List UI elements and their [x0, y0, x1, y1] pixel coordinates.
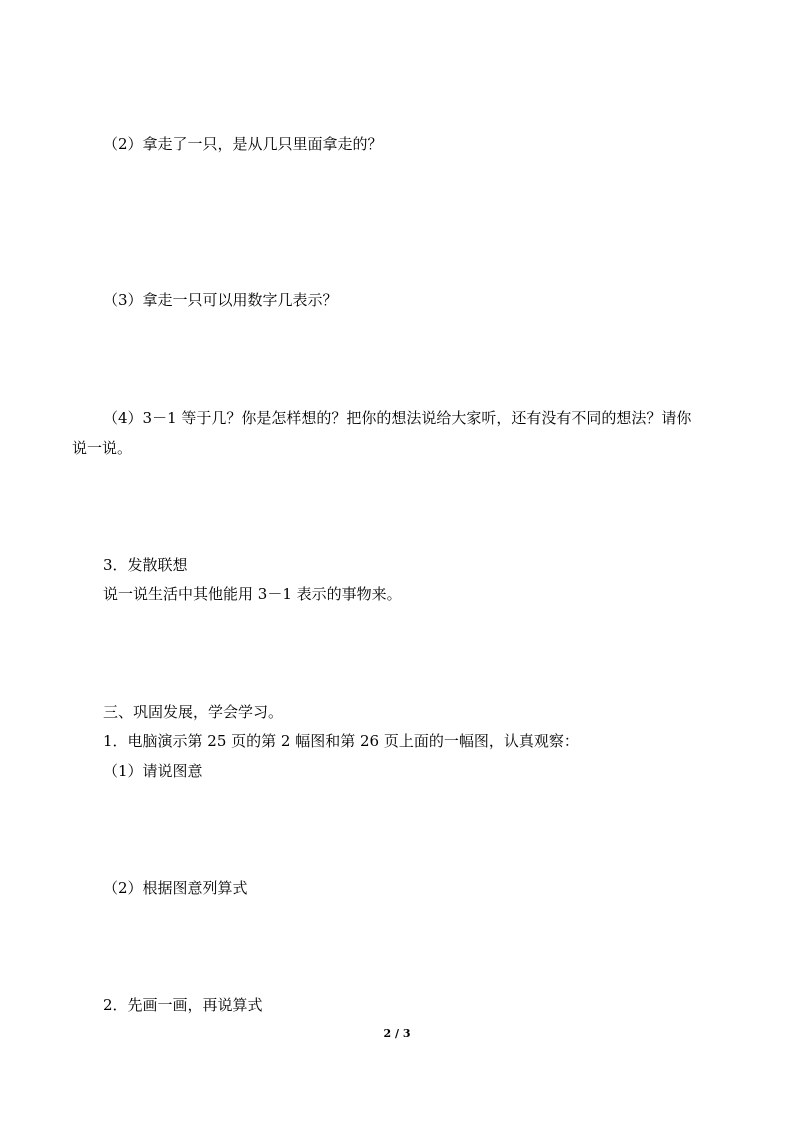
page-number: 2 / 3	[383, 1027, 411, 1040]
question-4-line-1: （4）3－1 等于几？你是怎样想的？把你的想法说给大家听，还有没有不同的想法？请你	[103, 409, 692, 427]
question-4-line-2: 说一说。	[72, 439, 133, 457]
item-1-sub-1: （1）请说图意	[103, 762, 203, 780]
question-2: （2）拿走了一只，是从几只里面拿走的？	[103, 135, 383, 153]
question-3: （3）拿走一只可以用数字几表示？	[103, 291, 338, 309]
item-1-sub-2: （2）根据图意列算式	[103, 879, 248, 897]
section-3-heading: 3．发散联想	[103, 556, 188, 574]
item-2: 2．先画一画，再说算式	[103, 996, 263, 1014]
part-3-heading: 三、巩固发展，学会学习。	[103, 703, 284, 721]
section-3-text: 说一说生活中其他能用 3－1 表示的事物来。	[103, 585, 402, 603]
item-1: 1．电脑演示第 25 页的第 2 幅图和第 26 页上面的一幅图，认真观察：	[103, 732, 579, 750]
